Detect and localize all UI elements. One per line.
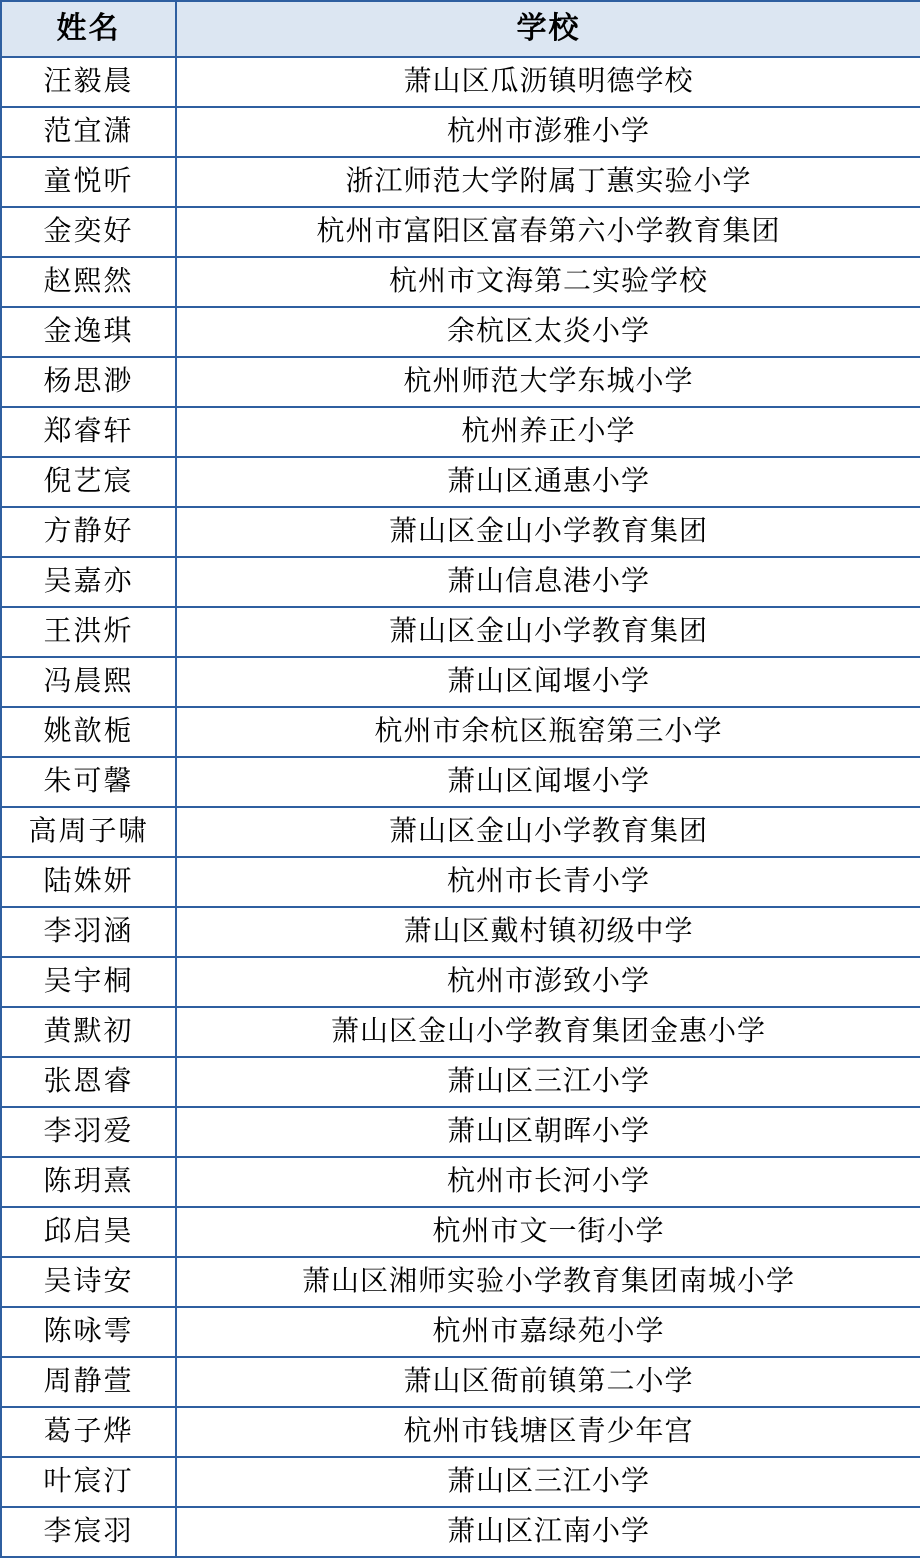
cell-name: 倪艺宸 — [1, 457, 176, 507]
cell-name: 方静好 — [1, 507, 176, 557]
column-header-school: 学校 — [176, 1, 920, 57]
cell-name: 叶宸汀 — [1, 1457, 176, 1507]
cell-school: 杭州市文一街小学 — [176, 1207, 920, 1257]
table-row — [1, 507, 920, 557]
cell-name: 李羽涵 — [1, 907, 176, 957]
table-row — [1, 157, 920, 207]
cell-school: 杭州市富阳区富春第六小学教育集团 — [176, 207, 920, 257]
table-row — [1, 1107, 920, 1157]
table-row — [1, 807, 920, 857]
cell-name: 童悦听 — [1, 157, 176, 207]
cell-school: 余杭区太炎小学 — [176, 307, 920, 357]
table-row — [1, 57, 920, 107]
cell-name: 汪毅晨 — [1, 57, 176, 107]
cell-school: 浙江师范大学附属丁蕙实验小学 — [176, 157, 920, 207]
cell-name: 姚歆栀 — [1, 707, 176, 757]
table-row — [1, 307, 920, 357]
table-row — [1, 1057, 920, 1107]
cell-school: 杭州市澎雅小学 — [176, 107, 920, 157]
cell-school: 萧山区金山小学教育集团 — [176, 607, 920, 657]
cell-name: 邱启昊 — [1, 1207, 176, 1257]
table-row — [1, 557, 920, 607]
cell-name: 赵熙然 — [1, 257, 176, 307]
cell-name: 周静萱 — [1, 1357, 176, 1407]
table-row — [1, 1407, 920, 1457]
table-row — [1, 257, 920, 307]
cell-school: 杭州养正小学 — [176, 407, 920, 457]
cell-school: 萧山区朝晖小学 — [176, 1107, 920, 1157]
cell-school: 萧山区金山小学教育集团 — [176, 507, 920, 557]
table-row — [1, 707, 920, 757]
cell-name: 李羽爱 — [1, 1107, 176, 1157]
table-row — [1, 107, 920, 157]
cell-school: 杭州市文海第二实验学校 — [176, 257, 920, 307]
cell-name: 吴宇桐 — [1, 957, 176, 1007]
cell-name: 吴诗安 — [1, 1257, 176, 1307]
table-row — [1, 957, 920, 1007]
table-header — [1, 1, 920, 57]
cell-school: 萧山区瓜沥镇明德学校 — [176, 57, 920, 107]
cell-name: 金逸琪 — [1, 307, 176, 357]
table-row — [1, 1507, 920, 1557]
cell-school: 萧山区闻堰小学 — [176, 757, 920, 807]
cell-name: 黄默初 — [1, 1007, 176, 1057]
table-header-row — [1, 1, 920, 57]
table-row — [1, 657, 920, 707]
table-row — [1, 1207, 920, 1257]
cell-school: 萧山区通惠小学 — [176, 457, 920, 507]
table-row — [1, 457, 920, 507]
cell-school: 萧山区戴村镇初级中学 — [176, 907, 920, 957]
cell-school: 萧山区闻堰小学 — [176, 657, 920, 707]
cell-school: 萧山区三江小学 — [176, 1057, 920, 1107]
table-row — [1, 1457, 920, 1507]
cell-name: 张恩睿 — [1, 1057, 176, 1107]
cell-school: 萧山信息港小学 — [176, 557, 920, 607]
cell-school: 杭州市钱塘区青少年宫 — [176, 1407, 920, 1457]
cell-school: 萧山区三江小学 — [176, 1457, 920, 1507]
cell-school: 杭州师范大学东城小学 — [176, 357, 920, 407]
table-row — [1, 407, 920, 457]
cell-school: 杭州市长河小学 — [176, 1157, 920, 1207]
table-row — [1, 607, 920, 657]
table-body — [1, 57, 920, 1557]
cell-school: 萧山区江南小学 — [176, 1507, 920, 1557]
cell-name: 冯晨熙 — [1, 657, 176, 707]
table-row — [1, 207, 920, 257]
table-row — [1, 907, 920, 957]
table-row — [1, 1257, 920, 1307]
table-row — [1, 1007, 920, 1057]
cell-school: 萧山区金山小学教育集团 — [176, 807, 920, 857]
cell-name: 陈玥熹 — [1, 1157, 176, 1207]
table-row — [1, 757, 920, 807]
cell-name: 金奕好 — [1, 207, 176, 257]
table-row — [1, 1307, 920, 1357]
table-row — [1, 357, 920, 407]
cell-name: 王洪炘 — [1, 607, 176, 657]
table-row — [1, 857, 920, 907]
cell-name: 郑睿轩 — [1, 407, 176, 457]
cell-school: 杭州市长青小学 — [176, 857, 920, 907]
cell-name: 葛子烨 — [1, 1407, 176, 1457]
cell-name: 杨思渺 — [1, 357, 176, 407]
cell-school: 杭州市澎致小学 — [176, 957, 920, 1007]
cell-name: 吴嘉亦 — [1, 557, 176, 607]
column-header-name: 姓名 — [1, 1, 176, 57]
cell-name: 陆姝妍 — [1, 857, 176, 907]
cell-name: 高周子啸 — [1, 807, 176, 857]
cell-school: 萧山区金山小学教育集团金惠小学 — [176, 1007, 920, 1057]
table-row — [1, 1357, 920, 1407]
cell-name: 李宸羽 — [1, 1507, 176, 1557]
cell-school: 萧山区湘师实验小学教育集团南城小学 — [176, 1257, 920, 1307]
cell-school: 萧山区衙前镇第二小学 — [176, 1357, 920, 1407]
cell-school: 杭州市嘉绿苑小学 — [176, 1307, 920, 1357]
cell-name: 范宜潇 — [1, 107, 176, 157]
table-row — [1, 1157, 920, 1207]
cell-school: 杭州市余杭区瓶窑第三小学 — [176, 707, 920, 757]
cell-name: 陈咏雩 — [1, 1307, 176, 1357]
cell-name: 朱可馨 — [1, 757, 176, 807]
